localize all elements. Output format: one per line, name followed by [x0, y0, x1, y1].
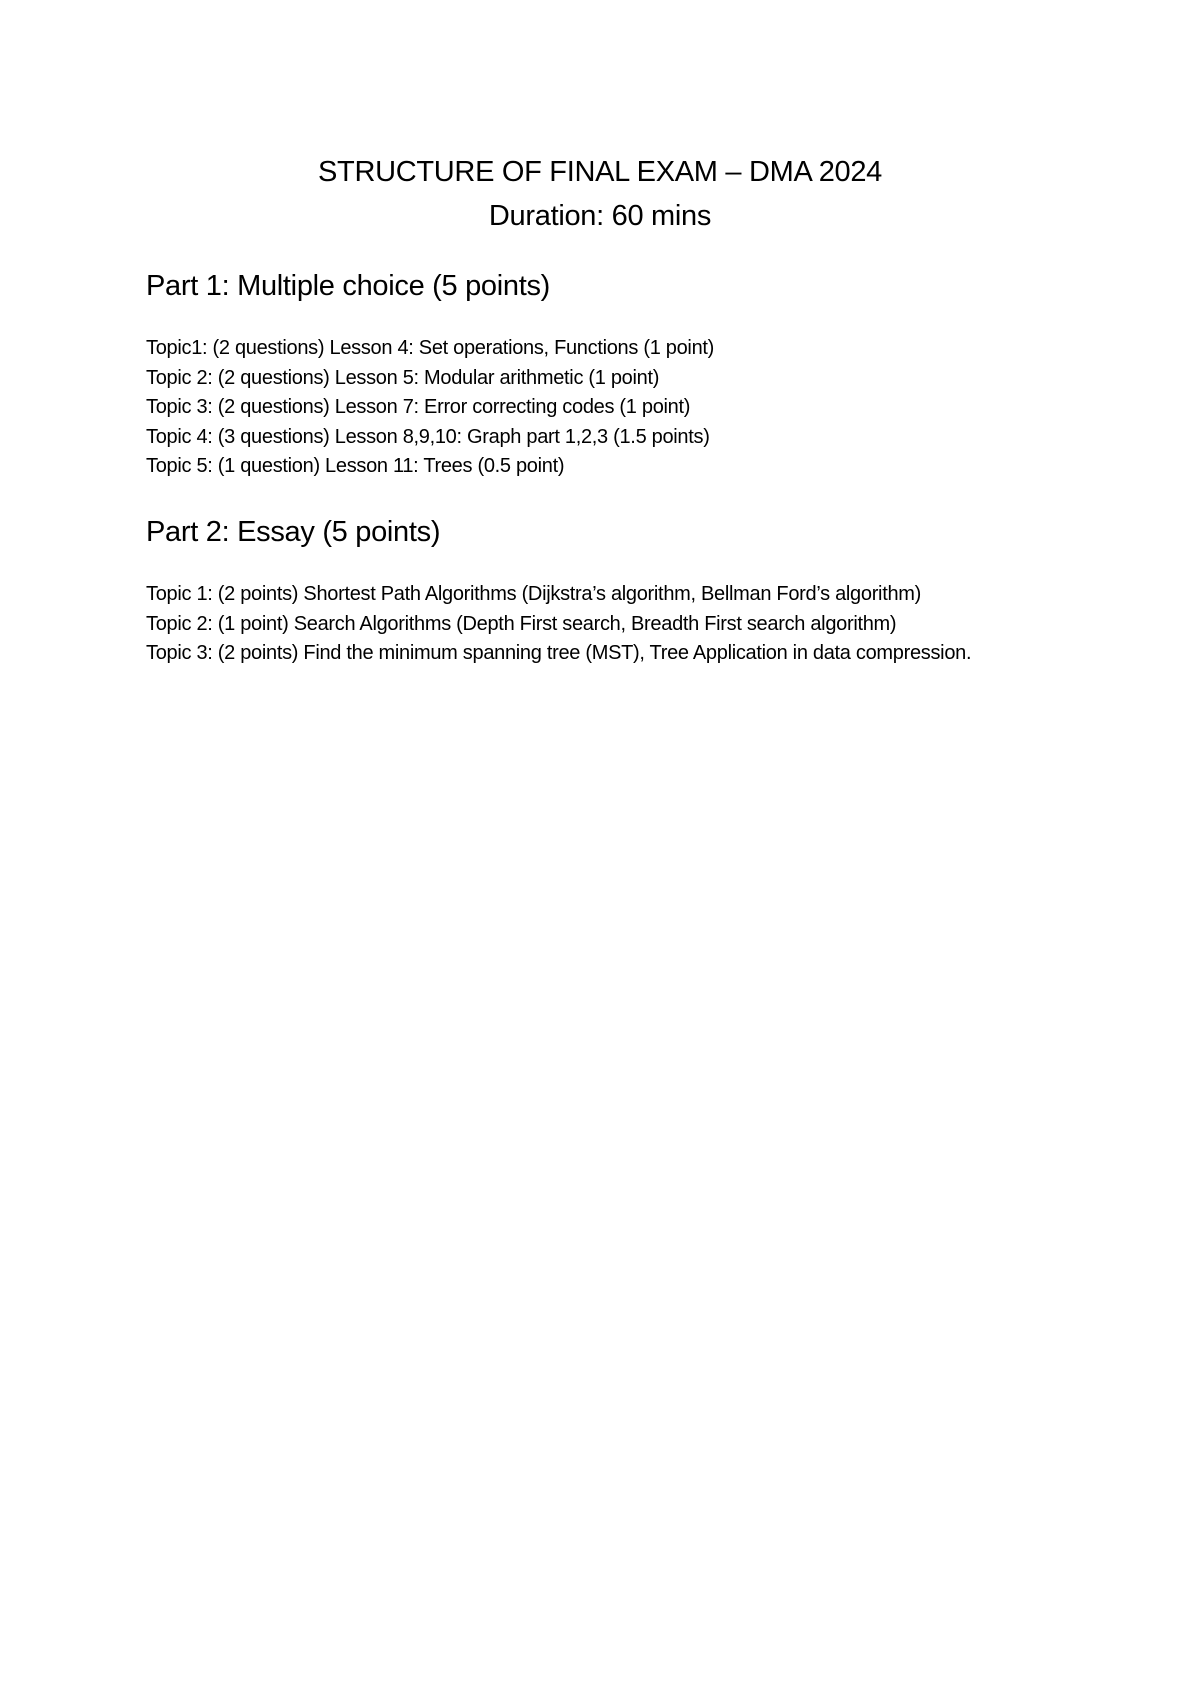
part1-topic-1: Topic1: (2 questions) Lesson 4: Set operations, Functions (1 point) — [146, 337, 715, 359]
part1-topic-5: Topic 5: (1 question) Lesson 11: Trees (0.5 point) — [146, 455, 565, 478]
part1-topic-2: Topic 2: (2 questions) Lesson 5: Modular arithmetic (1 point) — [146, 366, 660, 389]
exam-duration: Duration: 60 mins — [488, 200, 712, 232]
part2-topic-list — [146, 580, 1076, 669]
part2-section — [146, 514, 1076, 669]
part1-topic-list — [146, 334, 1076, 482]
part2-heading: Part 2: Essay (5 points) — [146, 516, 441, 548]
document-title: STRUCTURE OF FINAL EXAM – DMA 2024 — [317, 156, 883, 188]
part2-topic-3: Topic 3: (2 points) Find the minimum spanning tree (MST), Tree Application in data compression. — [146, 642, 972, 665]
part2-topic-1: Topic 1: (2 points) Shortest Path Algorithms (Dijkstra’s algorithm, Bellman Ford’s algorithm) — [146, 583, 922, 605]
part2-topic-2: Topic 2: (1 point) Search Algorithms (Depth First search, Breadth First search algorithm) — [146, 612, 897, 635]
part1-section — [146, 268, 1076, 482]
part1-topic-4: Topic 4: (3 questions) Lesson 8,9,10: Graph part 1,2,3 (1.5 points) — [146, 425, 710, 448]
part1-heading: Part 1: Multiple choice (5 points) — [146, 270, 551, 302]
part1-topic-3: Topic 3: (2 questions) Lesson 7: Error correcting codes (1 point) — [146, 396, 691, 419]
title-block — [0, 150, 1200, 238]
